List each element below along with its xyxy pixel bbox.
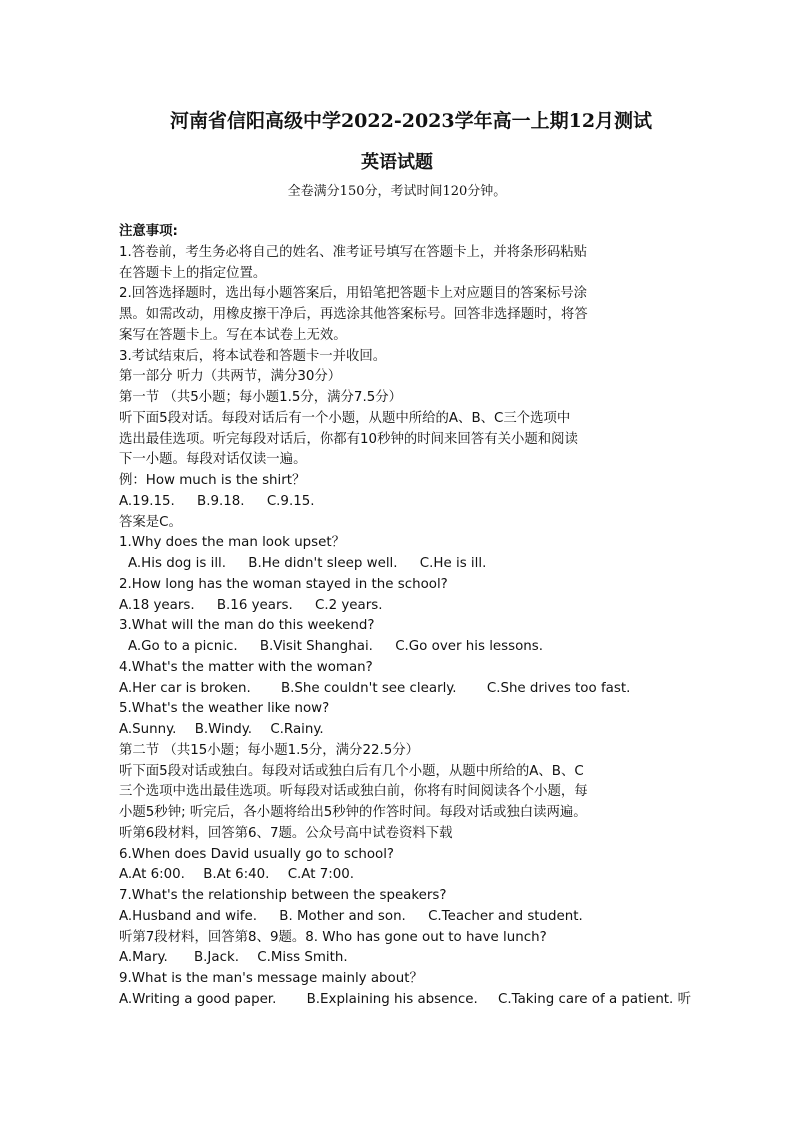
option: C.Teacher and student.	[428, 908, 583, 924]
section2-heading: 第二节 （共15小题；每小题1.5分，满分22.5分）	[119, 742, 420, 758]
section2-instruction: 小题5秒钟; 听完后，各小题将给出5秒钟的作答时间。每段对话或独白读两遍。	[119, 805, 587, 820]
option: A.His dog is ill.	[128, 556, 227, 571]
option: C.He is ill.	[419, 556, 487, 571]
option: A.18 years.	[119, 597, 195, 613]
question-options	[119, 948, 675, 969]
example-question: 例：How much is the shirt？	[119, 473, 306, 488]
notice-line: 1.答卷前，考生务必将自己的姓名、准考证号填写在答题卡上，并将条形码粘贴	[119, 244, 588, 260]
notice-heading: 注意事项:	[119, 224, 178, 239]
option: B.Explaining his absence.	[306, 991, 478, 1007]
exam-body	[119, 222, 691, 1011]
option: A.At 6:00.	[119, 867, 185, 883]
option: C.9.15.	[266, 493, 315, 509]
option: A.Sunny.	[119, 722, 177, 737]
notice-line: 黑。如需改动，用橡皮擦干净后，再选涂其他答案标号。回答非选择题时，将答	[119, 307, 588, 322]
question-options	[119, 865, 675, 886]
question: 5.What's the weather like now?	[119, 701, 330, 717]
option: B.Windy.	[194, 722, 253, 737]
option: C.Taking care of a patient. 听	[498, 991, 691, 1007]
section2-instruction: 听下面5段对话或独白。每段对话或独白后有几个小题，从题中所给的A、B、C	[119, 763, 584, 779]
option: A.19.15.	[119, 493, 175, 509]
option: C.Go over his lessons.	[395, 639, 544, 654]
question: 3.What will the man do this weekend?	[119, 618, 375, 634]
option: B.He didn't sleep well.	[248, 556, 398, 571]
question-options	[119, 907, 675, 928]
example-answer: 答案是C。	[119, 514, 182, 530]
question: 9.What is the man's message mainly about？	[119, 971, 423, 986]
section1-instruction: 下一小题。每段对话仅读一遍。	[119, 452, 307, 468]
question: 2.How long has the woman stayed in the school?	[119, 576, 448, 592]
exam-info: 全卷满分150分，考试时间120分钟。	[287, 184, 507, 199]
question: 1.Why does the man look upset？	[119, 535, 346, 551]
option: B.She couldn't see clearly.	[280, 680, 457, 696]
subject-title: 英语试题	[361, 152, 433, 173]
option: B.Jack.	[193, 950, 239, 966]
option: C.She drives too fast.	[486, 680, 631, 696]
part1-heading: 第一部分 听力（共两节，满分30分）	[119, 369, 342, 385]
notice-line: 2.回答选择题时，选出每小题答案后，用铅笔把答题卡上对应题目的答案标号涂	[119, 286, 588, 302]
option: B. Mother and son.	[279, 908, 406, 924]
option: B.Visit Shanghai.	[259, 639, 373, 654]
section1-heading: 第一节 （共5小题；每小题1.5分，满分7.5分）	[119, 390, 403, 405]
question: 4.What's the matter with the woman?	[119, 659, 373, 675]
option: A.Husband and wife.	[119, 908, 257, 924]
option: B.16 years.	[216, 597, 293, 613]
question-options	[119, 990, 691, 1011]
section2-instruction: 三个选项中选出最佳选项。听每段对话或独白前，你将有时间阅读各个小题，每	[119, 784, 588, 800]
section1-instruction: 选出最佳选项。听完每段对话后，你都有10秒钟的时间来回答有关小题和阅读	[119, 431, 578, 447]
exam-title: 河南省信阳高级中学2022-2023学年高一上期12月测试	[169, 110, 653, 132]
notice-line: 在答题卡上的指定位置。	[119, 265, 267, 281]
option: A.Her car is broken.	[119, 680, 251, 696]
option: C.2 years.	[314, 597, 383, 613]
option: B.At 6:40.	[203, 867, 270, 883]
material-heading: 听第7段材料，回答第8、9题。8. Who has gone out to have lunch?	[119, 929, 547, 945]
section1-instruction: 听下面5段对话。每段对话后有一个小题，从题中所给的A、B、C三个选项中	[119, 410, 571, 426]
question-options	[119, 720, 675, 741]
question-options	[119, 554, 675, 575]
example-options	[119, 492, 675, 513]
option: B.9.18.	[197, 493, 245, 509]
question-options	[119, 637, 675, 658]
option: A.Writing a good paper.	[119, 991, 277, 1007]
notice-line: 3.考试结束后，将本试卷和答题卡一并收回。	[119, 348, 387, 364]
option: C.At 7:00.	[287, 867, 355, 883]
option: C.Miss Smith.	[257, 950, 348, 966]
question: 7.What's the relationship between the speakers?	[119, 888, 447, 903]
option: A.Go to a picnic.	[128, 639, 238, 654]
notice-line: 案写在答题卡上。写在本试卷上无效。	[119, 327, 347, 343]
option: A.Mary.	[119, 950, 168, 966]
option: C.Rainy.	[270, 722, 324, 737]
question-options	[119, 679, 675, 700]
material-heading: 听第6段材料，回答第6、7题。公众号高中试卷资料下载	[119, 825, 453, 841]
question-options	[119, 596, 675, 617]
question: 6.When does David usually go to school?	[119, 846, 395, 862]
